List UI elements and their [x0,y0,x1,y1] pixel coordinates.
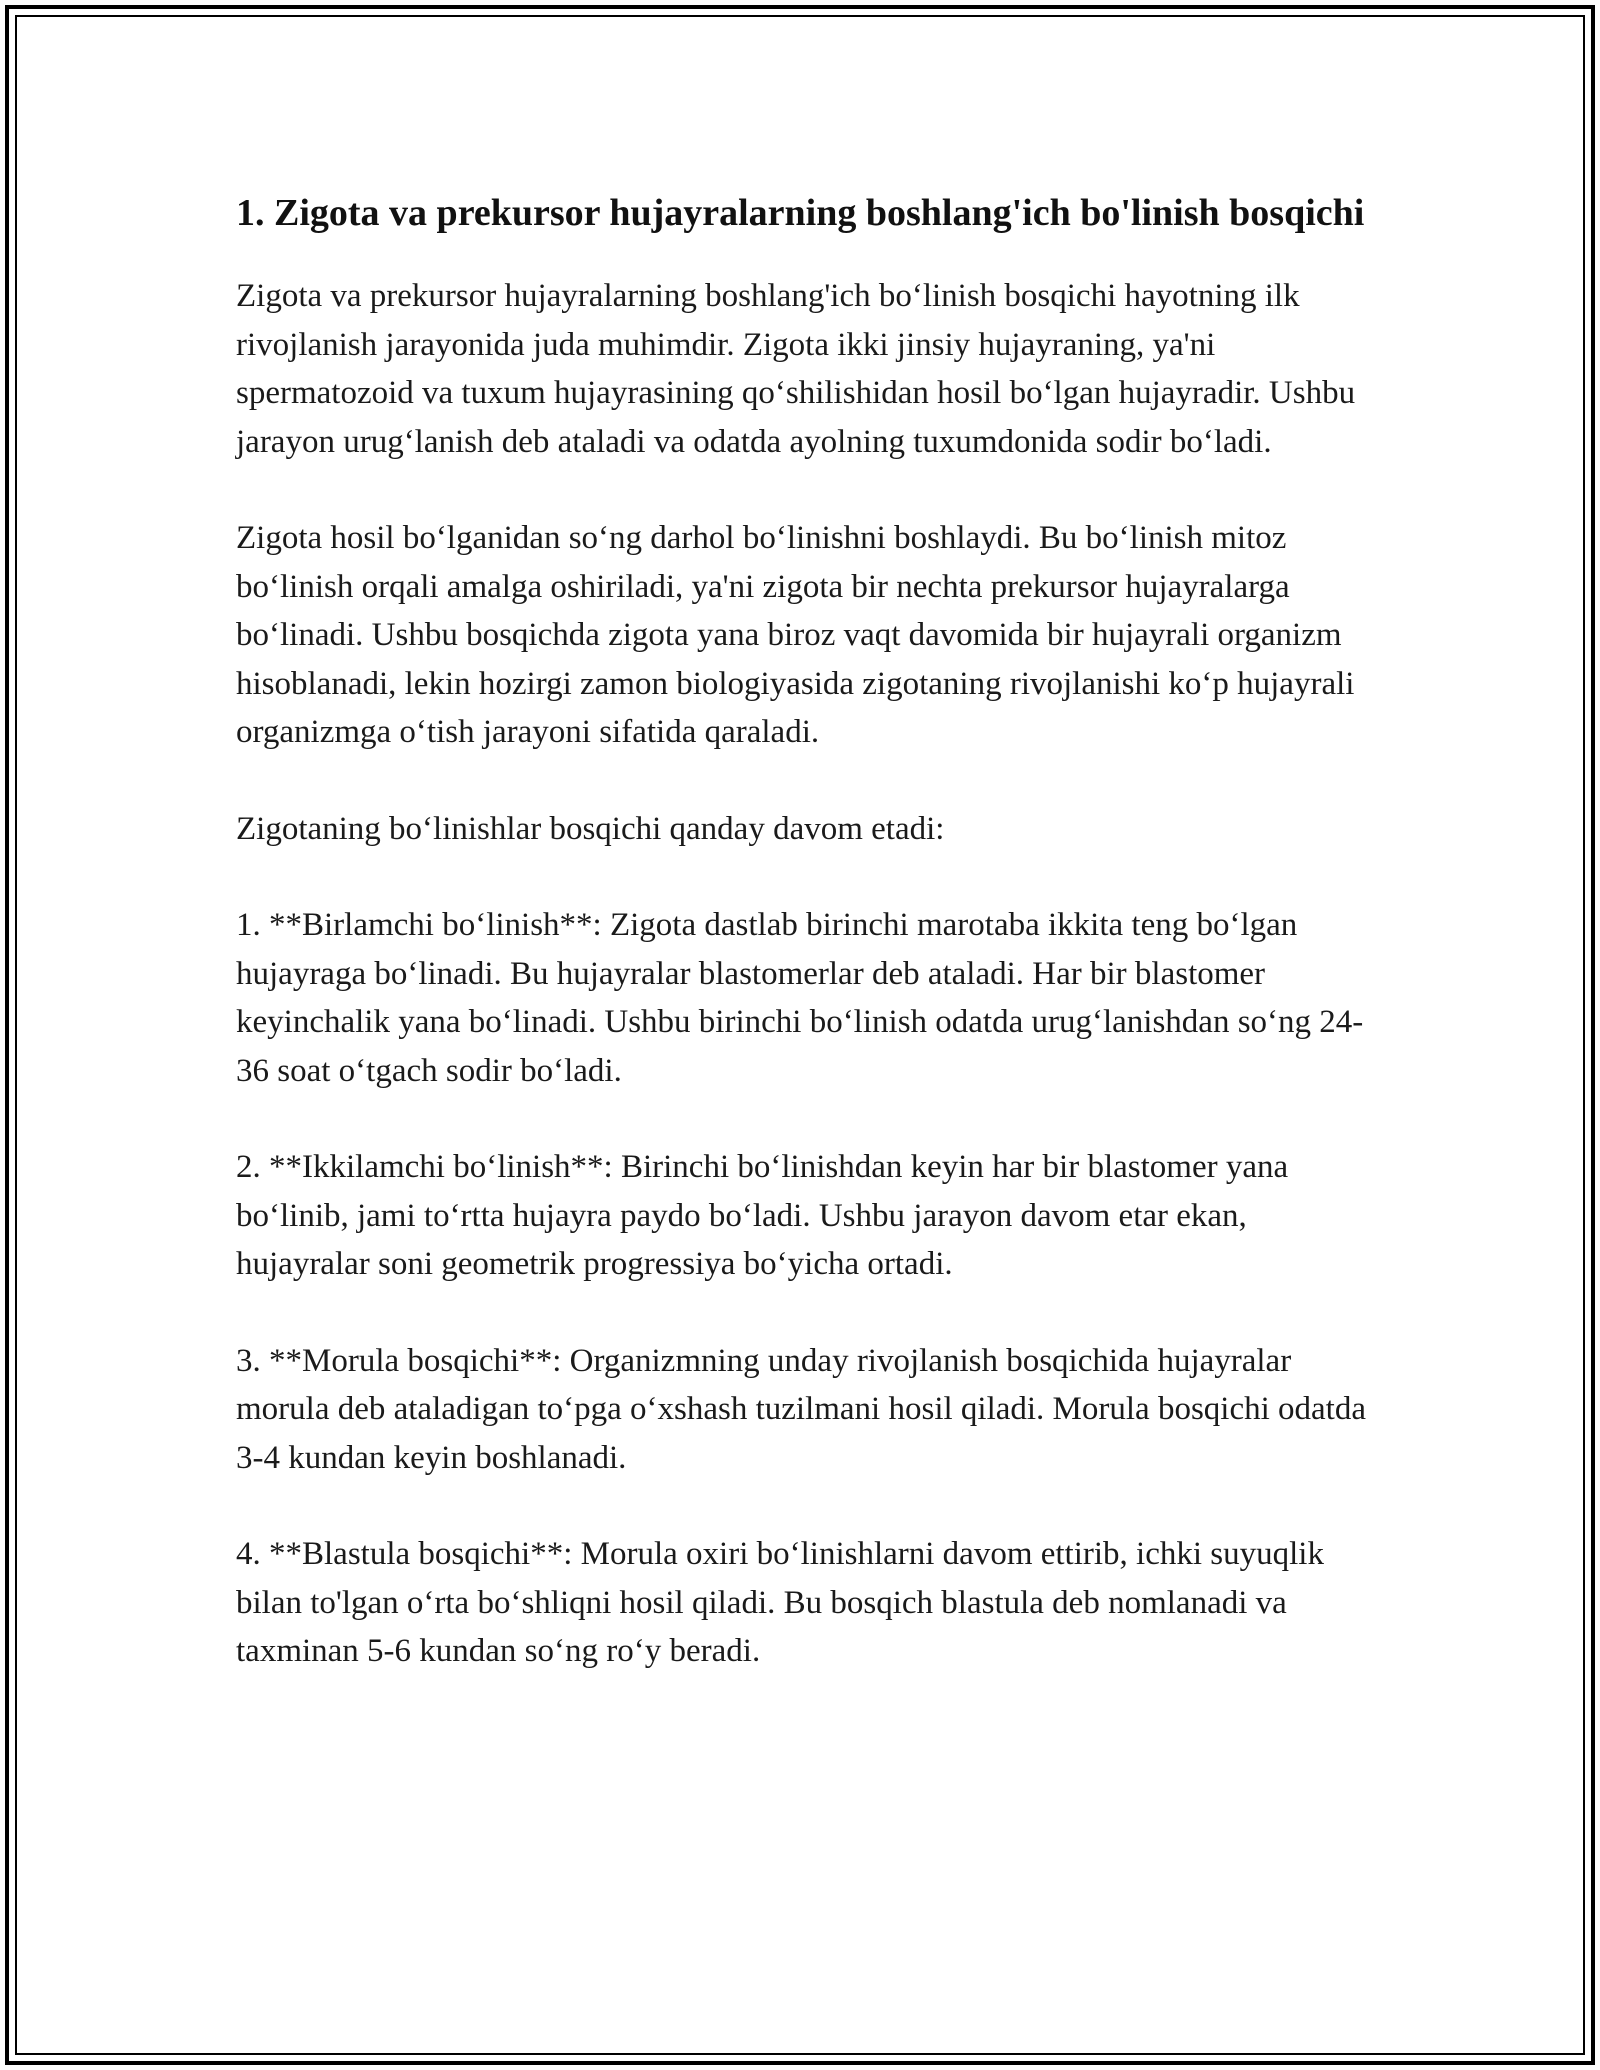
paragraph-division: Zigota hosil bo‘lganidan so‘ng darhol bo‘linishni boshlaydi. Bu bo‘linish mitoz bo‘linish orqali amalga oshiriladi, ya'ni zigota bir nechta prekursor hujayralarga bo‘linadi. Ushbu bosqichda zigota yana biroz vaqt davomida bir hujayrali organizm hisoblanadi, lekin hozirgi zamon biologiyasida zigotaning rivojlanishi ko‘p hujayrali organizmga o‘tish jarayoni sifatida qaraladi. [236,520,1355,750]
list-item-blastula-stage: 4. **Blastula bosqichi**: Morula oxiri bo‘linishlarni davom ettirib, ichki suyuqlik bilan to'lgan o‘rta bo‘shliqni hosil qiladi. Bu bosqich blastula deb nomlanadi va taxminan 5-6 kundan so‘ng ro‘y beradi. [236,1536,1324,1669]
list-item-primary-division: 1. **Birlamchi bo‘linish**: Zigota dastlab birinchi marotaba ikkita teng bo‘lgan hujayraga bo‘linadi. Bu hujayralar blastomerlar deb ataladi. Har bir blastomer keyinchalik yana bo‘linadi. Ushbu birinchi bo‘linish odatda urug‘lanishdan so‘ng 24-36 soat o‘tgach sodir bo‘ladi. [236,907,1364,1089]
paragraph-intro: Zigota va prekursor hujayralarning boshlang'ich bo‘linish bosqichi hayotning ilk rivojlanish jarayonida juda muhimdir. Zigota ikki jinsiy hujayraning, ya'ni spermatozoid va tuxum hujayrasining qo‘shilishidan hosil bo‘lgan hujayradir. Ushbu jarayon urug‘lanish deb ataladi va odatda ayolning tuxumdonida sodir bo‘ladi. [236,278,1356,460]
list-item-secondary-division: 2. **Ikkilamchi bo‘linish**: Birinchi bo‘linishdan keyin har bir blastomer yana bo‘linib, jami to‘rtta hujayra paydo bo‘ladi. Ushbu jarayon davom etar ekan, hujayralar soni geometrik progressiya bo‘yicha ortadi. [236,1149,1289,1282]
list-item-morula-stage: 3. **Morula bosqichi**: Organizmning unday rivojlanish bosqichida hujayralar morula deb ataladigan to‘pga o‘xshash tuzilmani hosil qiladi. Morula bosqichi odatda 3-4 kundan keyin boshlanadi. [236,1342,1366,1476]
document-body [236,186,1376,1724]
section-heading: 1. Zigota va prekursor hujayralarning boshlang'ich bo'linish bosqichi [236,192,1365,234]
paragraph-stages-question: Zigotaning bo‘linishlar bosqichi qanday davom etadi: [236,810,945,847]
